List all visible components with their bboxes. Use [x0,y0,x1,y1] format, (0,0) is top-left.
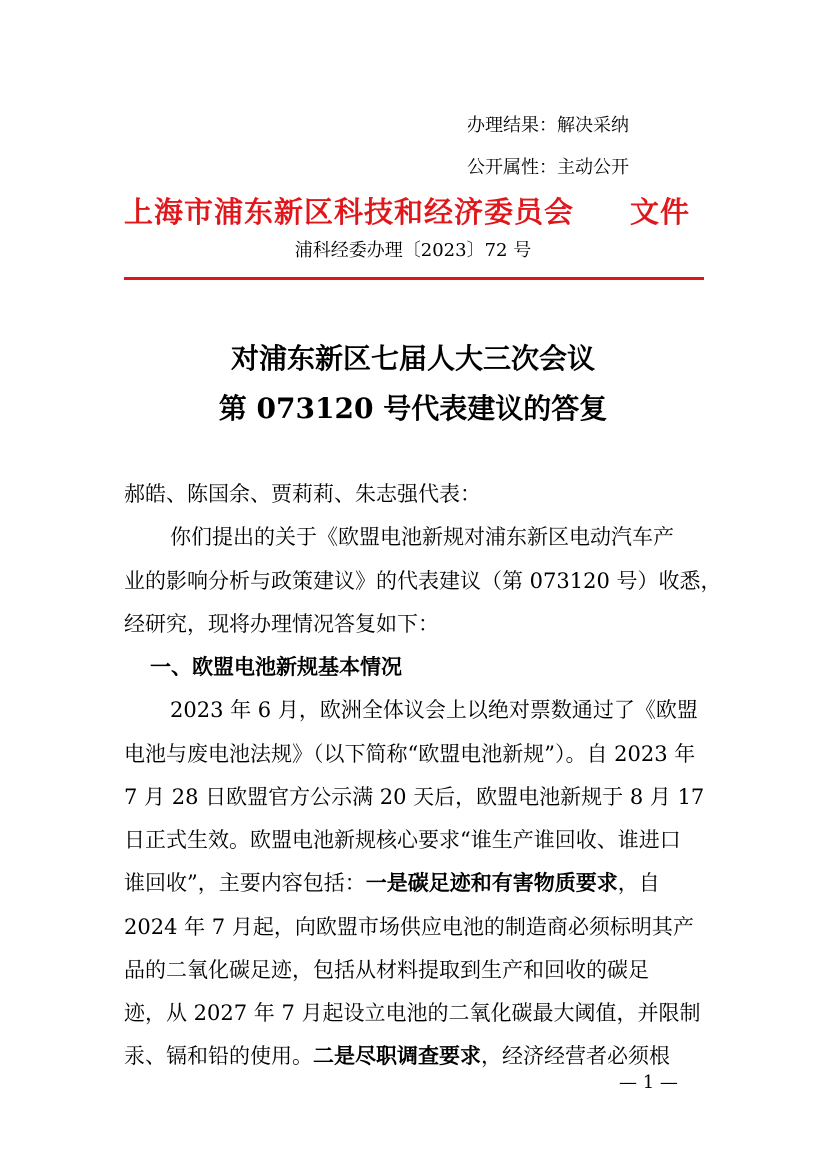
issuing-organization: 上海市浦东新区科技和经济委员会 [124,195,575,229]
text-segment: 汞、镉和铅的使用。 [124,1044,313,1068]
paragraph-2-line-4: 日正式生效。欧盟电池新规核心要求“谁生产谁回收、谁进口 [124,828,681,852]
handling-result: 办理结果：解决采纳 [467,115,629,136]
emphasis-text: 二是尽职调查要求 [313,1043,481,1068]
section-heading-1: 一、欧盟电池新规基本情况 [150,654,402,679]
page-title-line-1: 对浦东新区七届人大三次会议 [230,342,595,375]
paragraph-1-line-2: 业的影响分析与政策建议》的代表建议（第 073120 号）收悉， [124,569,722,593]
paragraph-2-line-1: 2023 年 6 月，欧洲全体议会上以绝对票数通过了《欧盟 [170,698,698,722]
paragraph-1-line-3: 经研究，现将办理情况答复如下： [124,612,439,636]
document-header [124,190,690,231]
paragraph-2-line-3: 7 月 28 日欧盟官方公示满 20 天后，欧盟电池新规于 8 月 17 [124,785,705,809]
text-segment: ，经济经营者必须根 [481,1044,670,1068]
paragraph-1-line-1: 你们提出的关于《欧盟电池新规对浦东新区电动汽车产 [170,525,674,549]
text-segment: 谁回收”，主要内容包括： [124,871,366,895]
paragraph-2-line-5 [124,867,660,897]
paragraph-2-line-8: 迹，从 2027 年 7 月起设立电池的二氧化碳最大阈值，并限制 [124,1001,701,1025]
disclosure-attribute: 公开属性：主动公开 [467,157,629,178]
red-divider [124,277,704,280]
paragraph-2-line-7: 品的二氧化碳足迹，包括从材料提取到生产和回收的碳足 [124,958,649,982]
paragraph-2-line-6: 2024 年 7 月起，向欧盟市场供应电池的制造商必须标明其产 [124,915,694,939]
page-title-line-2: 第 073120 号代表建议的答复 [218,392,608,425]
salutation: 郝皓、陈国余、贾莉莉、朱志强代表： [124,482,481,506]
emphasis-text: 一是碳足迹和有害物质要求 [365,870,618,895]
paragraph-2-line-2: 电池与废电池法规》（以下简称“欧盟电池新规”）。自 2023 年 [124,742,696,766]
document-number: 浦科经委办理〔2023〕72 号 [294,240,532,261]
page-number: — 1 — [619,1072,678,1093]
text-segment: ，自 [617,871,660,895]
document-type: 文件 [629,195,690,229]
paragraph-2-line-9 [124,1040,670,1070]
